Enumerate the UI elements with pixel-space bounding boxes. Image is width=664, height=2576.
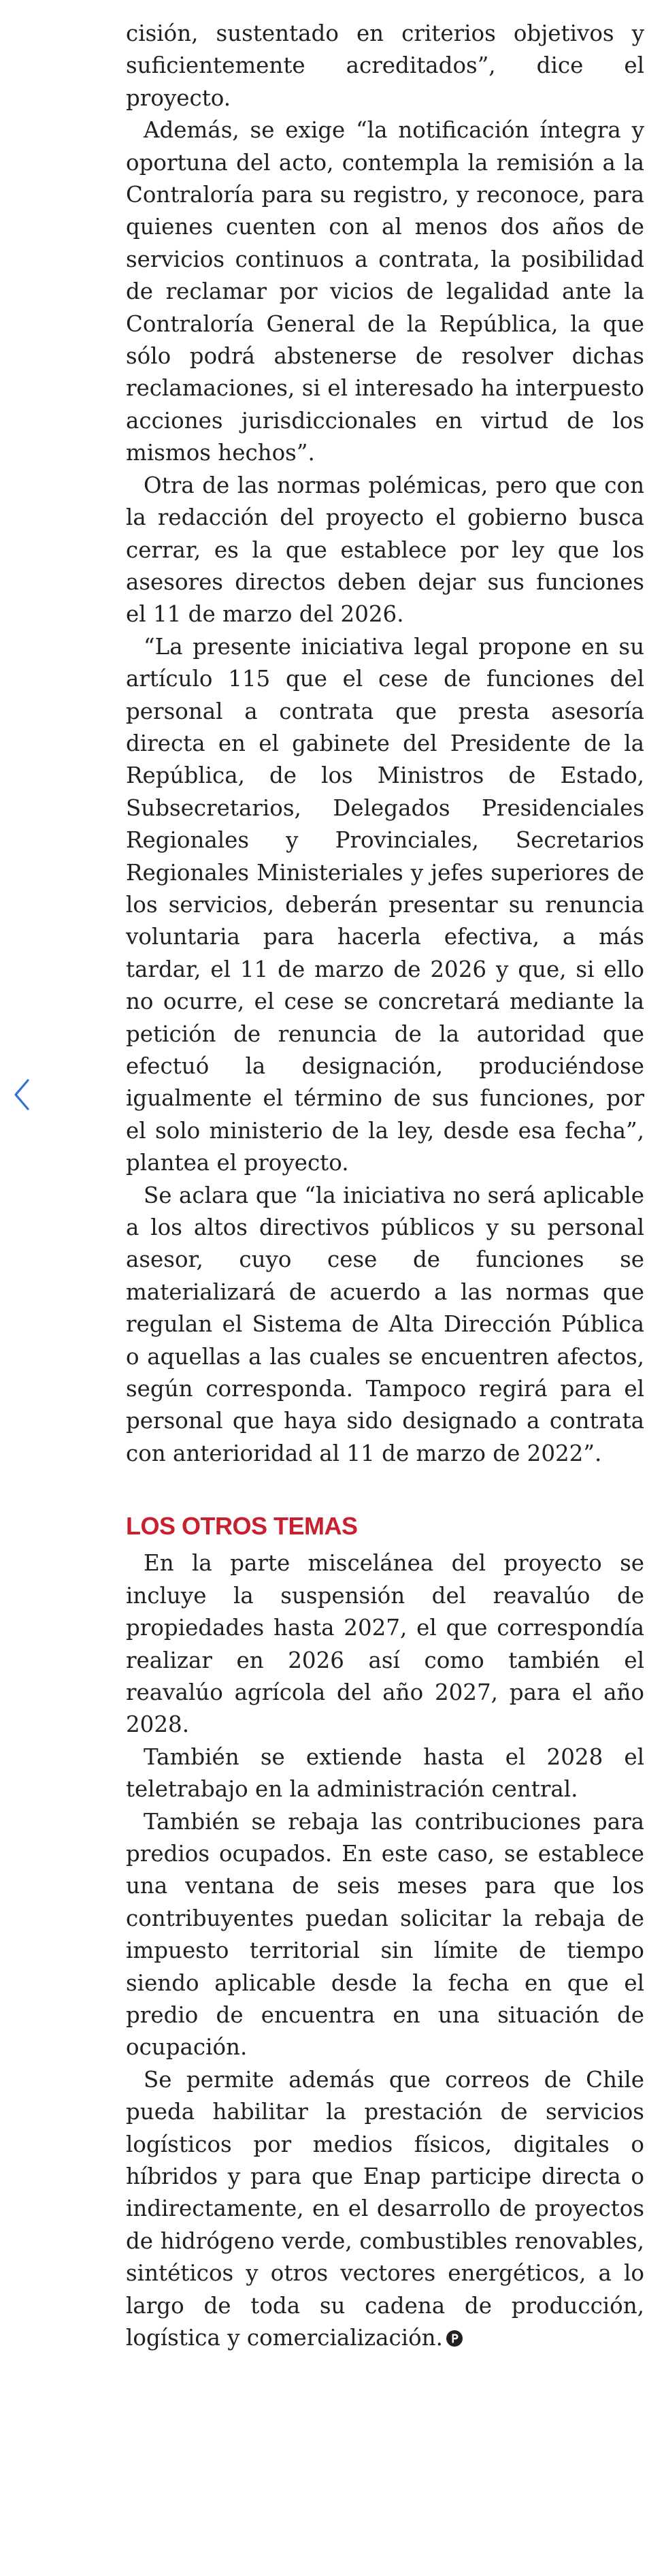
paragraph: También se rebaja las contribuciones para predios ocupados. En este caso, se establece una ventana de seis meses para que los contribuyentes puedan solicitar la rebaja de impuesto territorial sin límite de tiempo siendo aplicable desde la fecha en que el predio de encuentra en una situación de ocupación. — [126, 1808, 644, 2061]
paragraph: Se aclara que “la iniciativa no será aplicable a los altos directivos públicos y su personal asesor, cuyo cese de funciones se materializará de acuerdo a las normas que regulan el Sistema de Alta Dirección Pública o aquellas a las cuales se encuentren afectos, según corresponda. Tampoco regirá para el personal que haya sido designado a contrata con anterioridad al 11 de marzo de 2022”. — [126, 1182, 644, 1466]
paragraph: También se extiende hasta el 2028 el teletrabajo en la administración central. — [126, 1743, 644, 1803]
back-button[interactable] — [5, 1070, 38, 1119]
paragraph: cisión, sustentado en criterios objetivos y suficientemente acreditados”, dice el proyecto. — [126, 20, 644, 111]
end-of-article-icon — [446, 2330, 463, 2347]
paragraph-last — [126, 2064, 644, 2355]
chevron-left-icon — [12, 1078, 32, 1112]
section-heading: LOS OTROS TEMAS — [126, 1512, 358, 1541]
paragraph: Otra de las normas polémicas, pero que con la redacción del proyecto el gobierno busca cerrar, es la que establece por ley que los asesores directos deben dejar sus funciones el 11 de marzo del 2026. — [126, 472, 644, 628]
paragraph: “La presente iniciativa legal propone en su artículo 115 que el cese de funciones del personal a contrata que presta asesoría directa en el gabinete del Presidente de la República, de los Ministros de Estado, Subsecretarios, Delegados Presidenciales Regionales y Provinciales, Secretarios Regionales Ministeriales y jefes superiores de los servicios, deberán presentar su renuncia voluntaria para hacerla efectiva, a más tardar, el 11 de marzo de 2026 y que, si ello no ocurre, el cese se concretará mediante la petición de renuncia de la autoridad que efectuó la designación, produciéndose igualmente el término de sus funciones, por el solo ministerio de la ley, desde esa fecha”, plantea el proyecto. — [126, 633, 644, 1176]
paragraph: En la parte miscelánea del proyecto se incluye la suspensión del reavalúo de propiedades hasta 2027, el que correspondía realizar en 2026 así como también el reavalúo agrícola del año 2027, para el año 2028. — [126, 1550, 644, 1738]
article-body — [126, 18, 644, 2354]
paragraph: Además, se exige “la notificación íntegra y oportuna del acto, contempla la remisión a la Contraloría para su registro, y reconoce, para quienes cuenten con al menos dos años de servicios continuos a contrata, la posibilidad de reclamar por vicios de legalidad ante la Contraloría General de la República, la que sólo podrá abstenerse de resolver dichas reclamaciones, si el interesado ha interpuesto acciones jurisdiccionales en virtud de los mismos hechos”. — [126, 117, 644, 466]
paragraph-text: Se permite además que correos de Chile pueda habilitar la prestación de servicios logísticos por medios físicos, digitales o híbridos y para que Enap participe directa o indirectamente, en el desarrollo de proyectos de hidrógeno verde, combustibles renovables, sintéticos y otros vectores energéticos, a lo largo de toda su cadena de producción, logística y comercialización. — [126, 2066, 644, 2351]
